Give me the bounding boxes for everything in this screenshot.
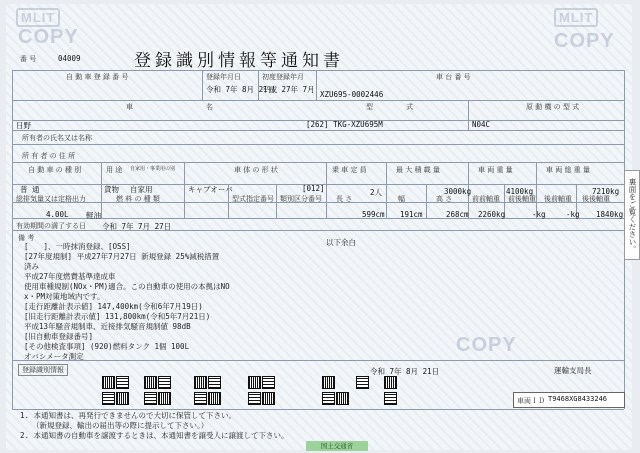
displacement-label: 総排気量又は定格出力 (16, 195, 86, 203)
use-sub-value: 自家用 (130, 185, 153, 194)
owner-name-label: 所有者の氏名又は名称 (22, 134, 92, 142)
document-page (6, 4, 632, 450)
owner-address-label: 所 有 者 の 住 所 (22, 152, 76, 160)
width-value: 191cm (400, 210, 423, 219)
remarks-line: [旧走行距離計表示値] 131,800km(令和5年7月21日) (24, 312, 211, 321)
footer-note: （新規登録、輸出の届出等の際に提示して下さい。） (32, 421, 209, 430)
doc-number: 04009 (58, 54, 81, 63)
rear-axle-value: -kg (566, 210, 580, 219)
displacement-value: 4.00L (46, 210, 69, 219)
reg-info-label: 登録識別情報 (18, 364, 68, 376)
body-shape-value: キャブオーバ (188, 185, 233, 194)
name-label: 名 (206, 103, 213, 111)
car-kind-label: 自 動 車 の 種 別 (28, 166, 82, 174)
first-reg-value: 平成 27年 7月 (262, 85, 315, 94)
remarks-line: オバシメータ測定 (24, 352, 84, 361)
remarks-line: 平成27年度燃費基準達成車 (24, 272, 116, 281)
engine-value: N04C (472, 120, 491, 129)
expiry-label: 有効期間の満了する日 (16, 222, 86, 230)
vehicle-id-box (513, 392, 625, 408)
copy-watermark-right: COPY (554, 30, 615, 52)
max-load-label: 最 大 積 載 量 (396, 166, 440, 174)
type-no-label: 型式指定番号 (232, 195, 274, 203)
fuel-label: 燃 料 の 種 類 (116, 195, 160, 203)
expiry-value: 令和 7年 7月 27日 (102, 222, 172, 231)
chassis-value: XZU695-0002446 (320, 90, 384, 99)
front-axle2-label: 前後軸重 (508, 195, 536, 203)
engine-type-label: 原 動 機 の 型 式 (526, 103, 580, 111)
front-axle2-value: -kg (532, 210, 546, 219)
body-code-value: [012] (302, 184, 325, 193)
model-label: 式 (406, 103, 413, 111)
front-axle-label: 前前軸重 (472, 195, 500, 203)
maker-label: 車 (126, 103, 133, 111)
footer-notes (20, 411, 289, 441)
max-load-value: 3000kg (444, 187, 472, 196)
length-label: 長 さ (336, 195, 353, 203)
type-label: 型 (366, 103, 373, 111)
copy-watermark: COPY (18, 26, 79, 48)
use-value: 貨物 (104, 185, 119, 194)
length-value: 599cm (362, 210, 385, 219)
ministry-seal: 国土交通省 (306, 441, 368, 451)
weight-value: 4100kg (506, 187, 534, 196)
use-label: 用 途 (106, 166, 123, 174)
reg-number-label: 自 動 車 登 録 番 号 (66, 73, 129, 81)
side-tab: 裏面をご覧ください。 (624, 170, 640, 260)
front-axle-value: 2260kg (478, 210, 506, 219)
mlit-watermark: MLIT (16, 8, 60, 27)
remarks-line: [ ]、一時抹消登録、[OSS] (24, 242, 131, 251)
copy-watermark-bottom: COPY (456, 334, 517, 356)
vehicle-id-label: 車両ＩＤ (517, 397, 545, 405)
rear-axle2-label: 後後軸重 (582, 195, 610, 203)
remarks-line: 平成13年騒音規制車、近接排気騒音規制値 98dB (24, 322, 191, 331)
width-label: 幅 (398, 195, 405, 203)
vehicle-id-value: T9468XG8433246 (548, 395, 608, 403)
remarks-list (24, 242, 230, 362)
remarks-line: [その他検査事項] (920)燃料タンク 1個 100L (24, 342, 190, 351)
remarks-line: [旧自動車登録番号] (24, 332, 94, 341)
maker-value: 日野 (16, 121, 31, 130)
remarks-line: x・PM対策地域内です。 (24, 292, 105, 301)
car-kind-value: 普 通 (20, 185, 40, 194)
issuing-office: 運輸支局長 (554, 366, 592, 375)
remarks-right: 以下余白 (326, 238, 356, 247)
use-sub-label: 自家用・事業用の別 (130, 166, 176, 172)
height-value: 268cm (446, 210, 469, 219)
remarks-line: 済み (24, 262, 39, 271)
document-title: 登録識別情報等通知書 (134, 51, 344, 71)
footer-note: 2. 本通知書の自動車を譲渡するときは、本通知書を譲受人に譲渡して下さい。 (20, 431, 289, 440)
fuel-value: 軽油 (86, 211, 101, 220)
rear-axle-label: 後前軸重 (544, 195, 572, 203)
model-value: [262] TKG-XZU695M (306, 120, 383, 129)
chassis-label: 車 台 番 号 (436, 73, 471, 81)
reg-date-label: 登録年月日 (206, 73, 241, 81)
class-no-label: 類別区分番号 (280, 195, 322, 203)
doc-number-label: 番 号 (20, 55, 37, 63)
first-reg-label: 初度登録年月 (262, 73, 304, 81)
body-shape-label: 車 体 の 形 状 (234, 166, 278, 174)
remarks-line: 使用車種規制(NOx・PM)適合。この自動車の使用の本拠はNO (24, 282, 230, 291)
footer-note: 1. 本通知書は、再発行できませんので大切に保管して下さい。 (20, 411, 237, 420)
reg-date-value: 令和 7年 8月 21日 (206, 85, 276, 94)
capacity-label: 乗 車 定 員 (332, 166, 367, 174)
remarks-label: 備 考 (18, 234, 35, 242)
weight-label: 車 両 重 量 (478, 166, 513, 174)
gross-weight-value: 7210kg (592, 187, 620, 196)
height-label: 高 さ (436, 195, 453, 203)
issue-date: 令和 7年 8月 21日 (370, 367, 440, 376)
mlit-watermark-right: MLIT (554, 8, 598, 27)
gross-weight-label: 車 両 総 重 量 (546, 166, 590, 174)
remarks-line: [走行距離計表示値] 147,400km(令和6年7月19日) (24, 302, 203, 311)
rear-axle2-value: 1840kg (596, 210, 624, 219)
remarks-line: [27年度規制] 平成27年7月27日 新規登録 25%減税措置 (24, 252, 220, 261)
capacity-value: 2人 (370, 188, 383, 197)
